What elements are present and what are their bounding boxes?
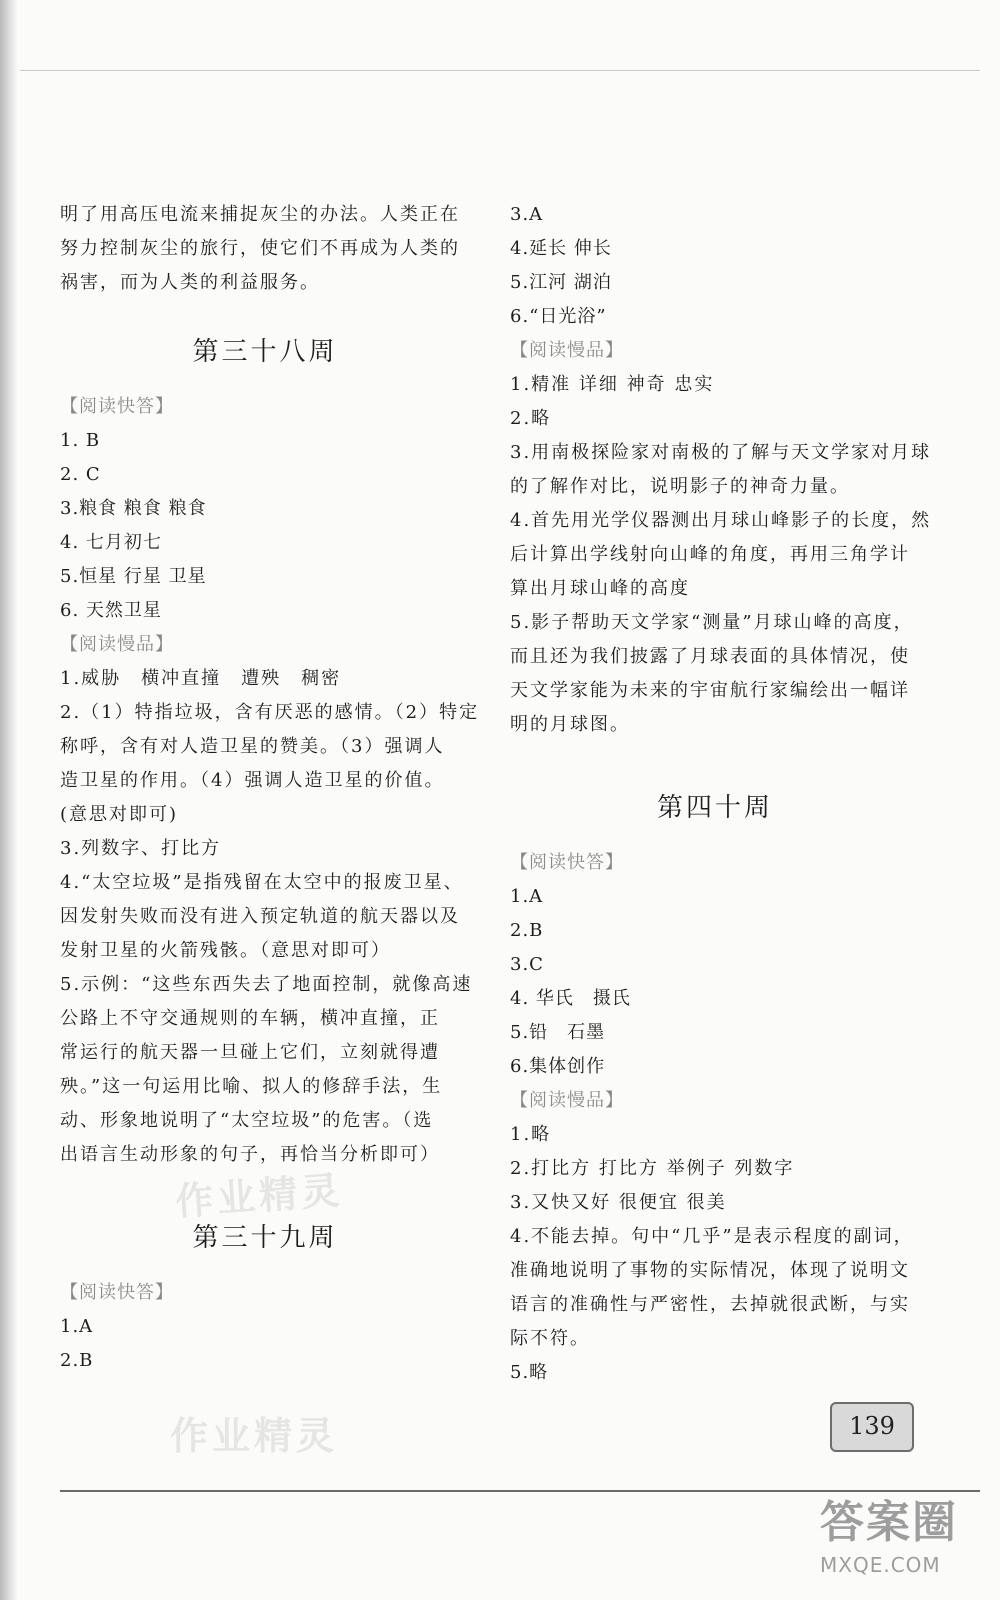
answer-line: 常运行的航天器一旦碰上它们，立刻就得遭 <box>60 1042 440 1063</box>
answer-line: 称呼，含有对人造卫星的赞美。（3）强调人 <box>60 736 445 757</box>
quick-answer-tag: 【阅读快答】 <box>60 1282 174 1303</box>
answer-line: 3.用南极探险家对南极的了解与天文学家对月球 <box>510 442 932 463</box>
answer-line: 际不符。 <box>510 1328 590 1349</box>
week-38-title: 第三十八周 <box>192 337 338 367</box>
brand-site: MXQE.COM <box>820 1553 941 1577</box>
answer-line: 2. C <box>60 464 101 485</box>
answer-line: 5.恒星 行星 卫星 <box>60 566 207 587</box>
bottom-rule <box>60 1490 980 1492</box>
week-39-title: 第三十九周 <box>192 1223 338 1253</box>
answer-line: 动、形象地说明了“太空垃圾”的危害。（选 <box>60 1110 434 1131</box>
intro-line: 祸害，而为人类的利益服务。 <box>60 272 320 293</box>
answer-line: 4.不能去掉。句中“几乎”是表示程度的副词， <box>510 1226 914 1247</box>
answer-line: 后计算出学线射向山峰的角度，再用三角学计 <box>510 544 910 565</box>
watermark-text: 作业精灵 <box>173 1168 345 1224</box>
answer-line: 5.江河 湖泊 <box>510 272 612 293</box>
right-column <box>510 198 932 1390</box>
answer-line: 算出月球山峰的高度 <box>510 578 690 599</box>
brand-main: 答案圈 <box>820 1497 958 1548</box>
intro-line: 明了用高压电流来捕捉灰尘的办法。人类正在 <box>60 204 460 225</box>
answer-line: 5.铅 石墨 <box>510 1022 606 1043</box>
watermark-text: 作业精灵 <box>170 1414 339 1458</box>
answer-line: 6.集体创作 <box>510 1056 606 1077</box>
intro-line: 努力控制灰尘的旅行，使它们不再成为人类的 <box>60 238 460 259</box>
answer-line: 语言的准确性与严密性，去掉就很武断，与实 <box>510 1294 910 1315</box>
answer-line: 1.精准 详细 神奇 忠实 <box>510 374 715 395</box>
answer-line: 4.“太空垃圾”是指残留在太空中的报废卫星、 <box>60 872 464 893</box>
slow-reading-tag: 【阅读慢品】 <box>60 634 174 655</box>
quick-answer-tag: 【阅读快答】 <box>60 396 174 417</box>
answer-line: 出语言生动形象的句子，再恰当分析即可） <box>60 1144 440 1165</box>
page-number: 139 <box>830 1402 914 1452</box>
answer-line: 1. B <box>60 430 101 451</box>
answer-line: 6. 天然卫星 <box>60 600 162 621</box>
answer-line: 4.延长 伸长 <box>510 238 612 259</box>
quick-answer-tag: 【阅读快答】 <box>510 852 624 873</box>
book-spine-shadow <box>0 0 18 1600</box>
answer-line: 殃。”这一句运用比喻、拟人的修辞手法，生 <box>60 1076 443 1097</box>
answer-line: 3.列数字、打比方 <box>60 838 222 859</box>
answer-line: (意思对即可) <box>60 804 179 825</box>
answer-line: 明的月球图。 <box>510 714 630 735</box>
answer-line: 2.略 <box>510 408 552 429</box>
answer-line: 2.打比方 打比方 举例子 列数字 <box>510 1158 795 1179</box>
week-40-title: 第四十周 <box>656 793 773 823</box>
answer-line: 1.威胁 横冲直撞 遭殃 稠密 <box>60 668 342 689</box>
answer-line: 3.A <box>510 204 544 225</box>
answer-line: 2.（1）特指垃圾，含有厌恶的感情。（2）特定 <box>60 702 480 723</box>
answer-line: 4.首先用光学仪器测出月球山峰影子的长度，然 <box>510 510 932 531</box>
answer-line: 3.C <box>510 954 544 975</box>
answer-line: 造卫星的作用。（4）强调人造卫星的价值。 <box>60 770 445 791</box>
answer-line: 5.略 <box>510 1362 549 1383</box>
answer-line: 1.略 <box>510 1124 552 1145</box>
answer-line: 3.粮食 粮食 粮食 <box>60 498 207 519</box>
answer-line: 4. 华氏 摄氏 <box>510 988 631 1009</box>
answer-line: 4. 七月初七 <box>60 532 162 553</box>
brand-logo <box>820 1495 990 1595</box>
slow-reading-tag: 【阅读慢品】 <box>510 1090 624 1111</box>
answer-line: 1.A <box>60 1316 94 1337</box>
top-rule <box>20 70 980 71</box>
answer-line: 准确地说明了事物的实际情况，体现了说明文 <box>510 1260 910 1281</box>
answer-line: 1.A <box>510 886 544 907</box>
answer-line: 公路上不守交通规则的车辆，横冲直撞，正 <box>60 1008 440 1029</box>
answer-line: 5.示例：“这些东西失去了地面控制，就像高速 <box>60 974 473 995</box>
answer-line: 5.影子帮助天文学家“测量”月球山峰的高度， <box>510 612 914 633</box>
slow-reading-tag: 【阅读慢品】 <box>510 340 624 361</box>
answer-line: 2.B <box>60 1350 94 1371</box>
answer-line: 的了解作对比，说明影子的神奇力量。 <box>510 476 850 497</box>
answer-line: 2.B <box>510 920 544 941</box>
answer-line: 天文学家能为未来的宇宙航行家编绘出一幅详 <box>510 680 910 701</box>
answer-line: 3.又快又好 很便宜 很美 <box>510 1192 727 1213</box>
answer-line: 而且还为我们披露了月球表面的具体情况，使 <box>510 646 910 667</box>
answer-line: 6.“日光浴” <box>510 306 607 327</box>
answer-line: 发射卫星的火箭残骸。（意思对即可） <box>60 940 391 961</box>
answer-line: 因发射失败而没有进入预定轨道的航天器以及 <box>60 906 460 927</box>
